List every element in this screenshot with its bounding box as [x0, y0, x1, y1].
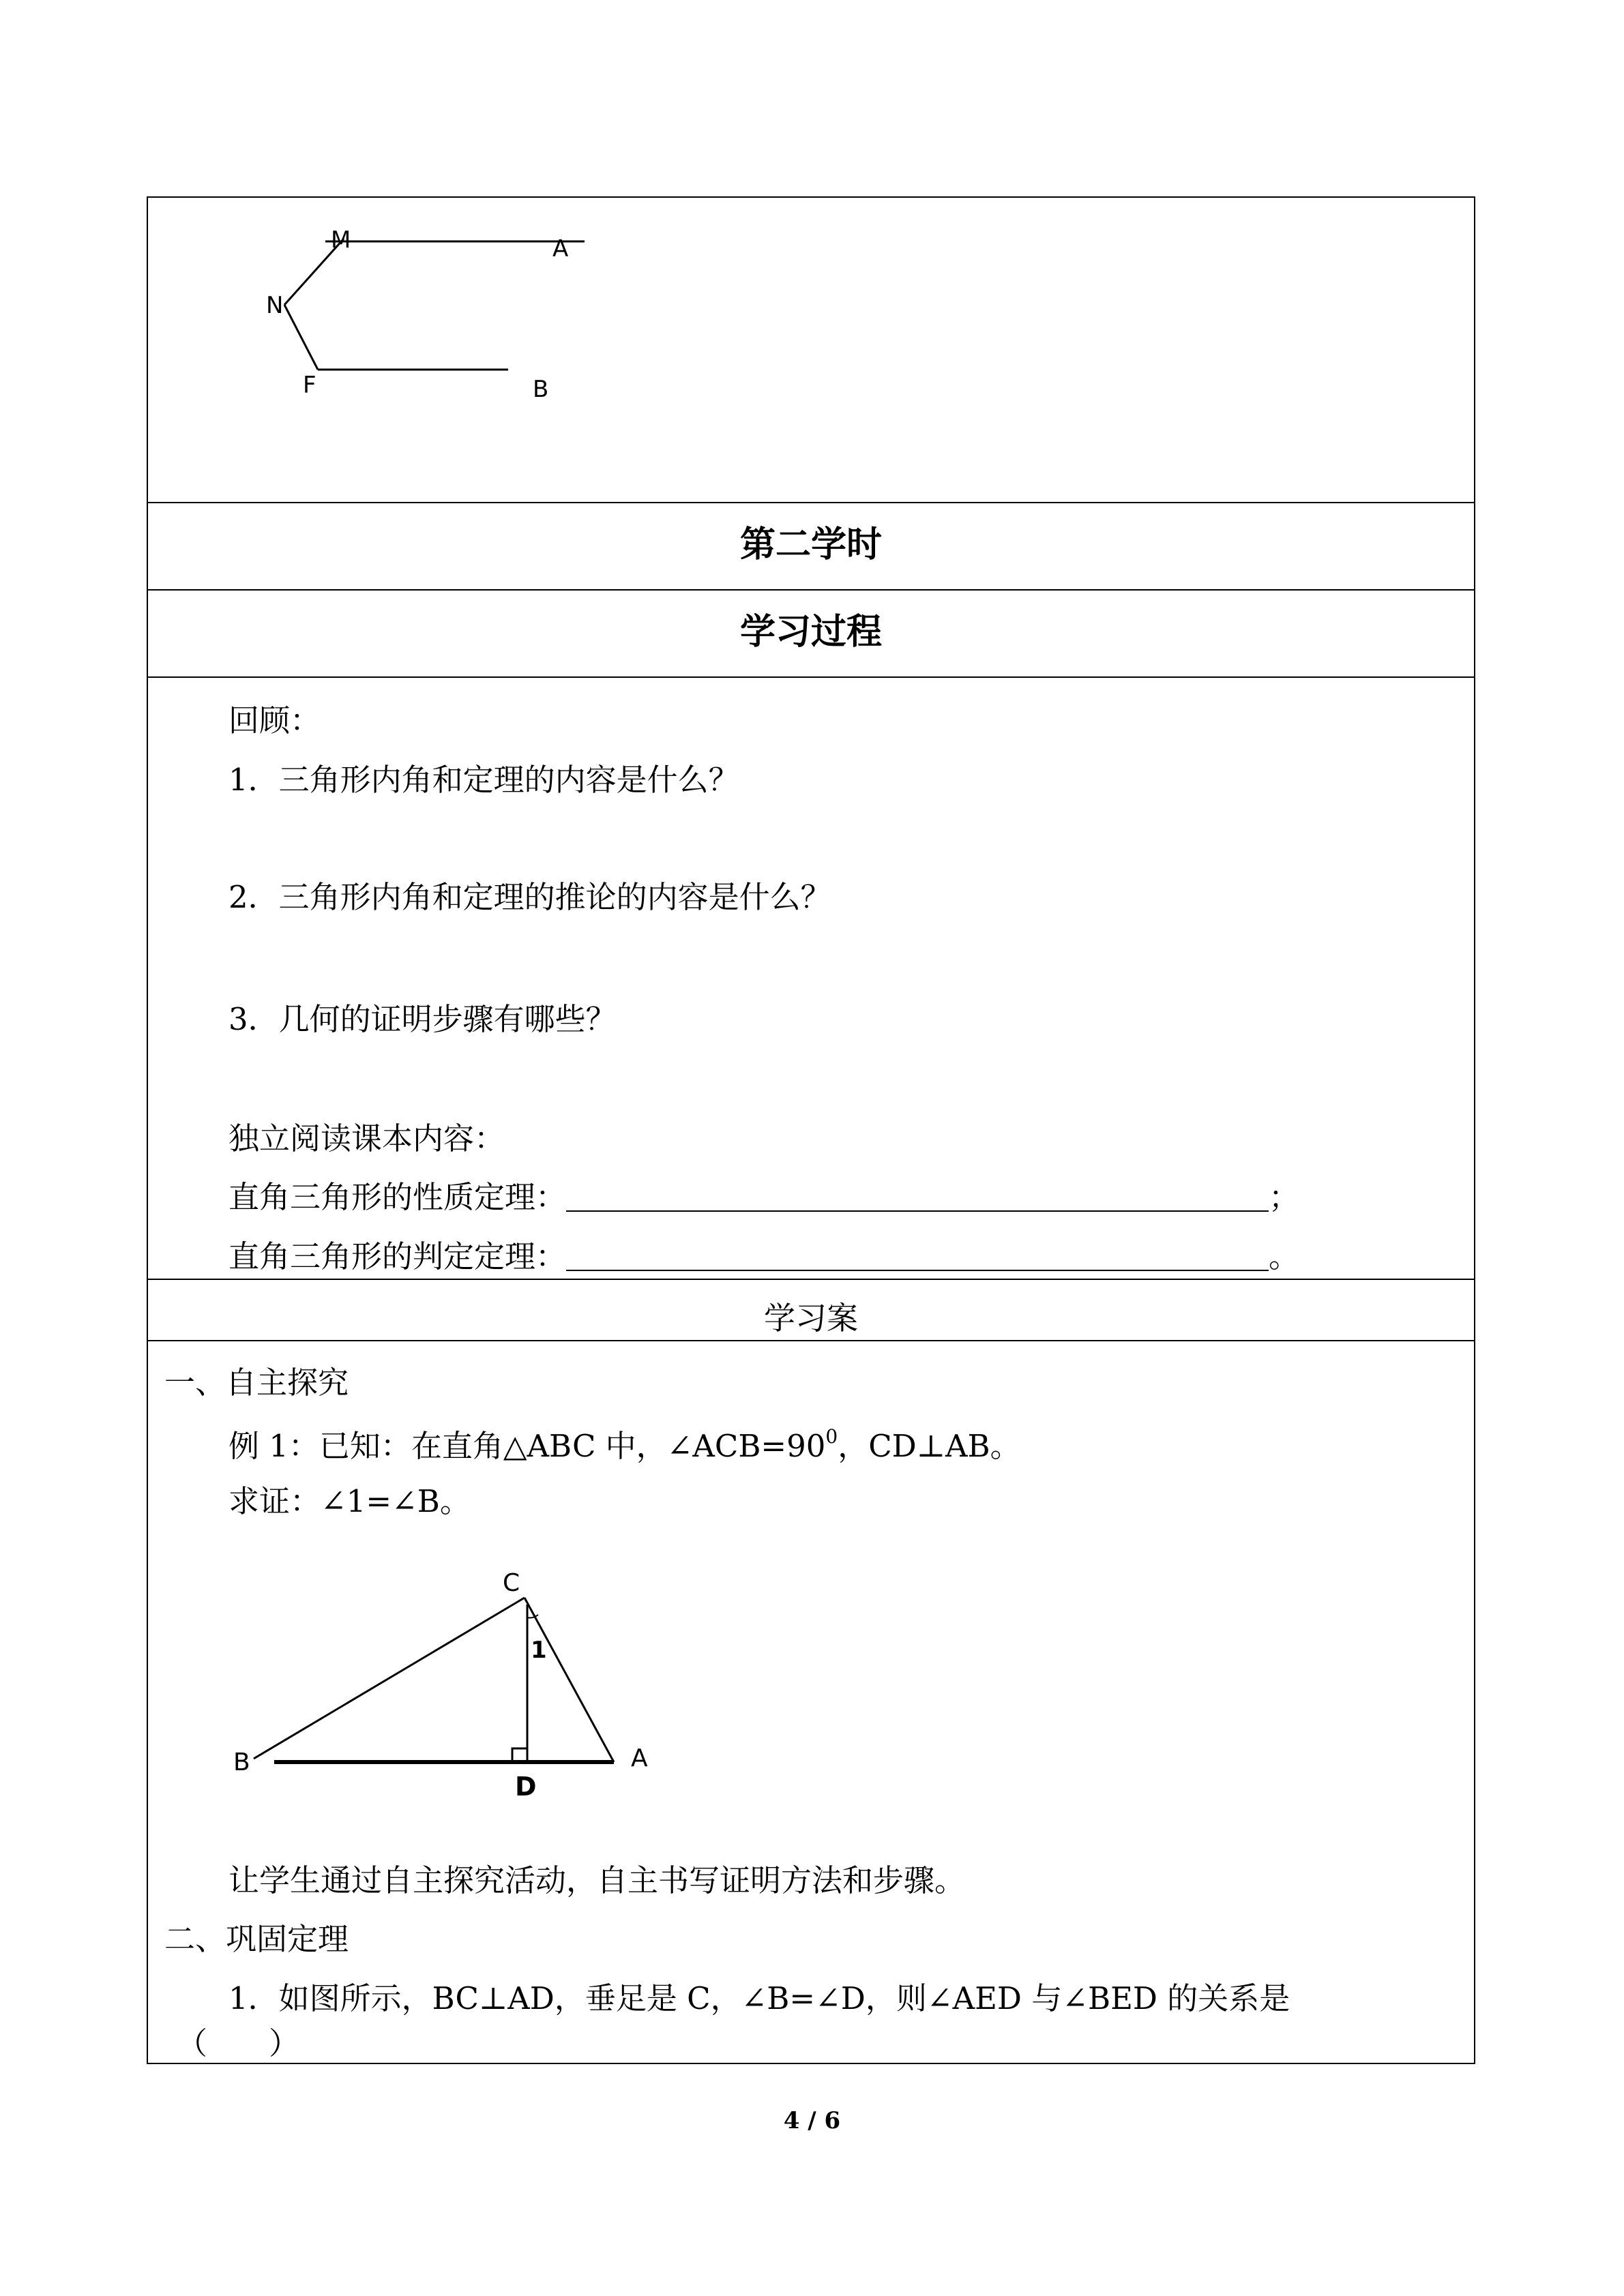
worksheet-table — [147, 196, 1475, 2064]
page-number: 4 / 6 — [783, 2107, 841, 2134]
study-plan-heading: 学习案 — [764, 1300, 858, 1337]
label-m: M — [331, 228, 351, 254]
part1-title: 一、自主探究 — [164, 1365, 349, 1401]
label-a: A — [552, 235, 569, 263]
property-theorem-blank[interactable] — [566, 1183, 1269, 1212]
review-question-1: 1．三角形内角和定理的内容是什么？ — [228, 762, 739, 798]
angle-1-arc — [527, 1615, 538, 1618]
label-c: C — [503, 1569, 520, 1597]
part2-question-1-answer-paren: （ ） — [177, 2025, 300, 2061]
label-angle-1: 1 — [531, 1637, 547, 1664]
property-theorem-end: ； — [1269, 1179, 1300, 1215]
judgement-theorem-label: 直角三角形的判定定理： — [228, 1238, 567, 1274]
divider — [148, 1279, 1474, 1280]
label-d: D — [515, 1772, 537, 1802]
section-heading-lesson: 第二学时 — [739, 524, 882, 565]
review-question-2: 2．三角形内角和定理的推论的内容是什么？ — [228, 879, 831, 915]
review-title: 回顾： — [228, 702, 321, 739]
segment-nf — [284, 305, 318, 370]
figure-right-triangle — [223, 1562, 660, 1807]
part2-question-1: 1．如图所示，BC⊥AD，垂足是 C，∠B=∠D，则∠AED 与∠BED 的关系是 — [228, 1980, 1290, 2016]
exploration-note: 让学生通过自主探究活动，自主书写证明方法和步骤。 — [228, 1862, 966, 1898]
review-question-3: 3．几何的证明步骤有哪些？ — [228, 1001, 617, 1037]
judgement-theorem-blank[interactable] — [566, 1242, 1269, 1271]
reading-instruction: 独立阅读课本内容： — [228, 1120, 505, 1157]
divider — [148, 589, 1474, 591]
figure-parallel-lines — [230, 228, 585, 413]
label-b: B — [233, 1748, 250, 1776]
part2-title: 二、巩固定理 — [164, 1921, 349, 1957]
example1-statement — [228, 1425, 1021, 1464]
example1-text: 例 1：已知：在直角△ABC 中，∠ACB=90 — [228, 1428, 826, 1464]
segment-bc — [254, 1598, 525, 1759]
divider — [148, 676, 1474, 678]
section-heading-process: 学习过程 — [739, 612, 882, 653]
property-theorem-label: 直角三角形的性质定理： — [228, 1179, 567, 1215]
prove-statement: 求证：∠1=∠B。 — [228, 1483, 471, 1519]
example1-text-end: ，CD⊥AB。 — [838, 1428, 1021, 1464]
divider — [148, 502, 1474, 503]
divider — [148, 1340, 1474, 1341]
label-n: N — [266, 292, 284, 319]
label-b: B — [533, 376, 549, 403]
judgement-theorem-end: 。 — [1269, 1238, 1300, 1274]
segment-ca — [525, 1598, 614, 1762]
label-f: F — [303, 372, 316, 399]
label-a: A — [631, 1744, 648, 1772]
superscript-zero: 0 — [825, 1425, 838, 1448]
property-theorem-line — [228, 1179, 1300, 1215]
judgement-theorem-line — [228, 1238, 1300, 1274]
